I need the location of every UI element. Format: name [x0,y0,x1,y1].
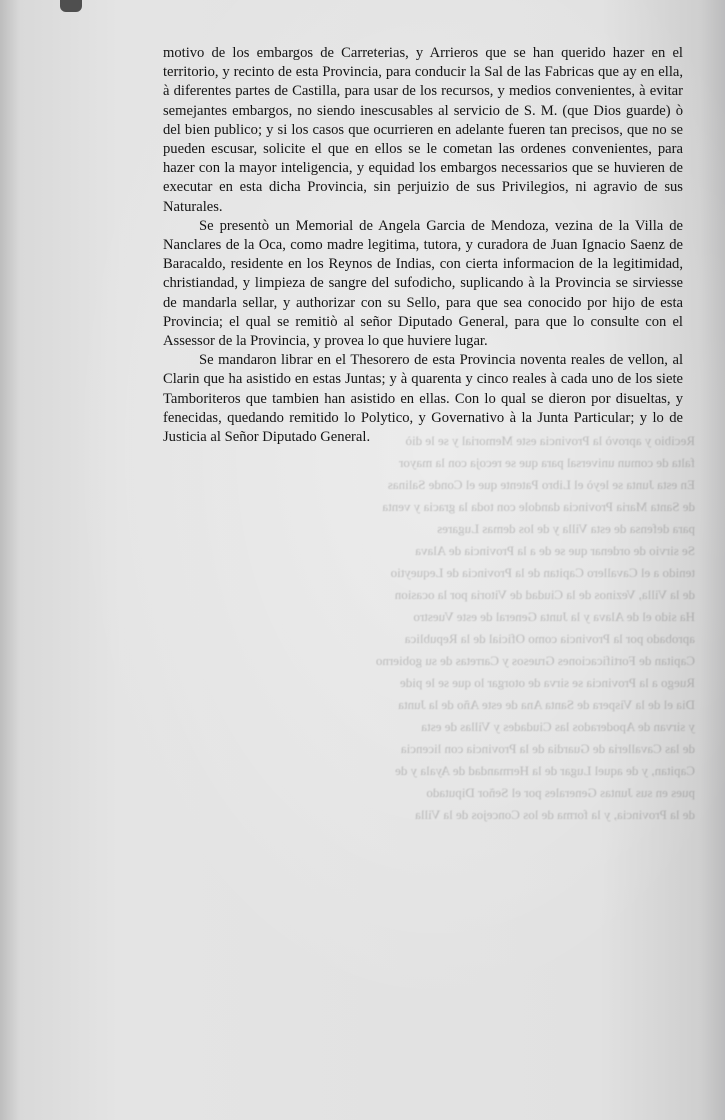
main-text-block [163,44,683,447]
bleed-line: Se sirvio de ordenar que se de a la Provincia de Alava [415,543,695,558]
bleed-line: Recibio y aprovò la Provincia este Memorial y se le diò [405,433,695,448]
bleed-line: Dia el de la Vispera de Santa Ana de este Año de la Junta [398,697,695,712]
bleed-line: falta de comun universal para que se recoja con la mayor [399,455,695,470]
paragraph-thesorero: Se mandaron librar en el Thesorero de esta Provincia noventa reales de vellon, al Clarin que ha asistido en estas Juntas; y à quarenta y cinco reales à cada uno de los siete Tamboriteros que tambien han asistido en ellas. Con lo qual se dieron por disueltas, y fenecidas, quedando remitido lo Polytico, y Governativo à la Junta Particular; y lo de Justicia al Señor Diputado General. [163,352,683,446]
bleed-line: En esta Junta se leyò el Libro Patente que el Conde Salinas [387,477,695,492]
bleed-line: de la Villa, Vezinos de la Ciudad de Vitoria por la ocasion [394,587,695,602]
paragraph-embargos: motivo de los embargos de Carreterias, y Arrieros que se han querido hazer en el territorio, y recinto de esta Provincia, para conducir la Sal de las Fabricas que ay en ella, à diferentes partes de Castilla, para usar de los recursos, y medios convenientes, à evitar semejantes embargos, no siendo inescusables al servicio de S. M. (que Dios guarde) ò del bien publico; y si los casos que ocurrieren en adelante fueren tan precisos, que no se pueden escusar, solicite el que en ellos se le cometan las ordenes convenientes, para hazer con la mayor inteligencia, y equidad los embargos necessarios que se huvieren de executar en esta dicha Provincia, sin perjuizio de sus Privilegios, ni agravio de sus Naturales. [163,45,683,215]
bleed-line: tenido a el Cavallero Capitan de la Provincia de Lequeytio [390,565,695,580]
bleed-line: Capitan de Fortificaciones Gruesos y Carretas de su gobierno [375,653,695,668]
bleed-line: de las Cavalleria de Guardia de la Provincia con licencia [400,741,695,756]
bleed-line: para defensa de esta Villa y de los demas Lugares [437,521,695,536]
bleed-line: Ha sido el de Alava y la Junta General de este Vuestro [413,609,695,624]
bleed-through-text [170,430,695,1050]
binding-mark [60,0,82,12]
bleed-line: de la Provincia, y la forma de los Concejos de la Villa [415,807,695,822]
bleed-line: pues en sus Juntas Generales por el Señor Diputado [426,785,695,800]
paragraph-memorial: Se presentò un Memorial de Angela Garcia de Mendoza, vezina de la Villa de Nanclares de la Oca, como madre legitima, tutora, y curadora de Juan Ignacio Saenz de Baracaldo, residente en los Reynos de Indias, con cierta informacion de la legitimidad, christiandad, y limpieza de sangre del sufodicho, suplicando à la Provincia se sirviesse de mandarla sellar, y authorizar con su Sello, para que sea conocido por hijo de esta Provincia; el qual se remitiò al señor Diputado General, para que lo consulte con el Assessor de la Provincia, y provea lo que huviere lugar. [163,217,683,350]
bleed-line: Capitan, y de aquel Lugar de la Hermandad de Ayala y de [395,763,695,778]
bleed-line: de Santa Maria Provincia dandole con toda la gracia y venta [382,499,695,514]
bleed-line: Ruego a la Provincia se sirva de otorgar lo que se le pide [399,675,695,690]
bleed-line: aprobado por la Provincia como Oficial de la Republica [404,631,695,646]
bleed-line: y sirvan de Apoderados las Ciudades y Villas de esta [421,719,695,734]
